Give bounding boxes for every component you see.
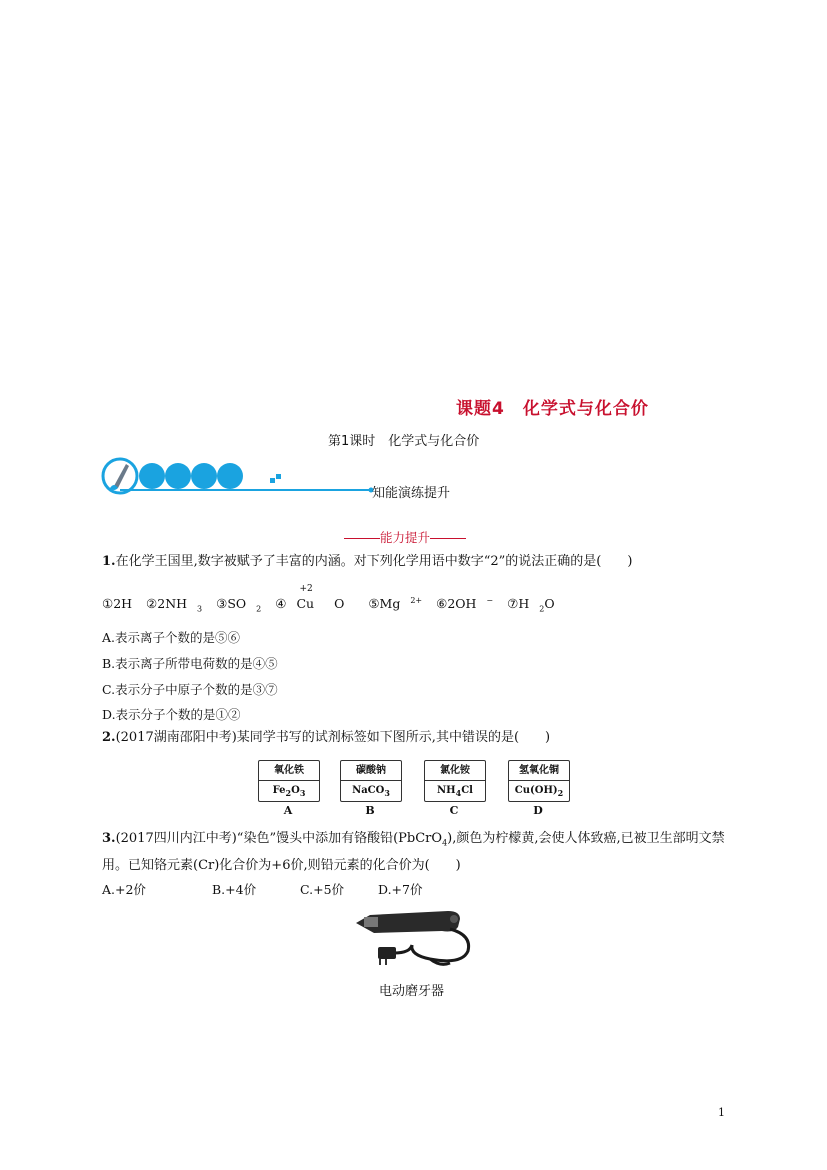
q1-option-b: B.表示离子所带电荷数的是④⑤: [102, 656, 278, 671]
banner-dot: [217, 463, 243, 489]
lesson-subtitle: 第1课时 化学式与化合价: [328, 434, 480, 449]
banner-dot: [191, 463, 217, 489]
q1-option-c: C.表示分子中原子个数的是③⑦: [102, 682, 278, 697]
q3-option-d: D.+7价: [378, 882, 423, 897]
reagent-label: 氧化铁 $Fe_2O_3$: [258, 760, 320, 802]
banner-dot: [165, 463, 191, 489]
q3-option-b: B.+4价: [212, 882, 257, 897]
section-heading: 能力提升: [344, 528, 466, 546]
q1-option-d: D.表示分子个数的是①②: [102, 707, 241, 722]
banner-text: 知能演练提升: [372, 486, 451, 501]
chem-item: ②2NH $_3$: [146, 596, 203, 614]
q3-option-c: C.+5价: [300, 882, 345, 897]
chem-item: ④ +2 Cu O: [275, 584, 345, 612]
chem-item: ③SO $_2$: [216, 596, 262, 614]
banner-dot: [139, 463, 165, 489]
chem-items: [102, 584, 575, 614]
chem-item: ①2H: [102, 596, 133, 612]
label-letter: D: [533, 804, 543, 817]
reagent-label: 氯化铵 $NH_4Cl$: [424, 760, 486, 802]
lesson-title: 课题4 化学式与化合价: [456, 399, 649, 419]
figure-caption: 电动磨牙器: [379, 984, 445, 999]
chem-item: ⑤Mg $^{2+}$: [368, 596, 423, 612]
reagent-label: 碳酸钠 NaCO$_3$: [340, 760, 402, 802]
chem-item: ⑥2OH −: [436, 596, 494, 612]
question-2: 2.(2017湖南邵阳中考)某同学书写的试剂标签如下图所示,其中错误的是( ): [102, 730, 551, 745]
q1-option-a: A.表示离子个数的是⑤⑥: [102, 630, 241, 645]
q3-option-a: A.+2价: [102, 882, 146, 897]
electric-grinder-image: [350, 905, 480, 971]
label-letter: C: [449, 804, 459, 817]
reagent-labels: [258, 760, 578, 820]
label-letter: B: [365, 804, 375, 817]
chem-item: ⑦H $_2$O: [507, 596, 555, 614]
question-3: 3.(2017四川内江中考)“染色”馒头中添加有铬酸铅(PbCrO$_4$),颜色为柠檬黄,会使人体致癌,已被卫生部明文禁用。已知铬元素(Cr)化合价为+6价,则铅元素的化合价为( ): [102, 831, 725, 873]
page-number: 1: [718, 1106, 725, 1119]
reagent-label: 氢氧化铜 $Cu(OH)_2$: [508, 760, 570, 802]
label-letter: A: [283, 804, 293, 817]
question-1: 1.在化学王国里,数字被赋予了丰富的内涵。对下列化学用语中数字“2”的说法正确的是( ): [102, 554, 633, 569]
